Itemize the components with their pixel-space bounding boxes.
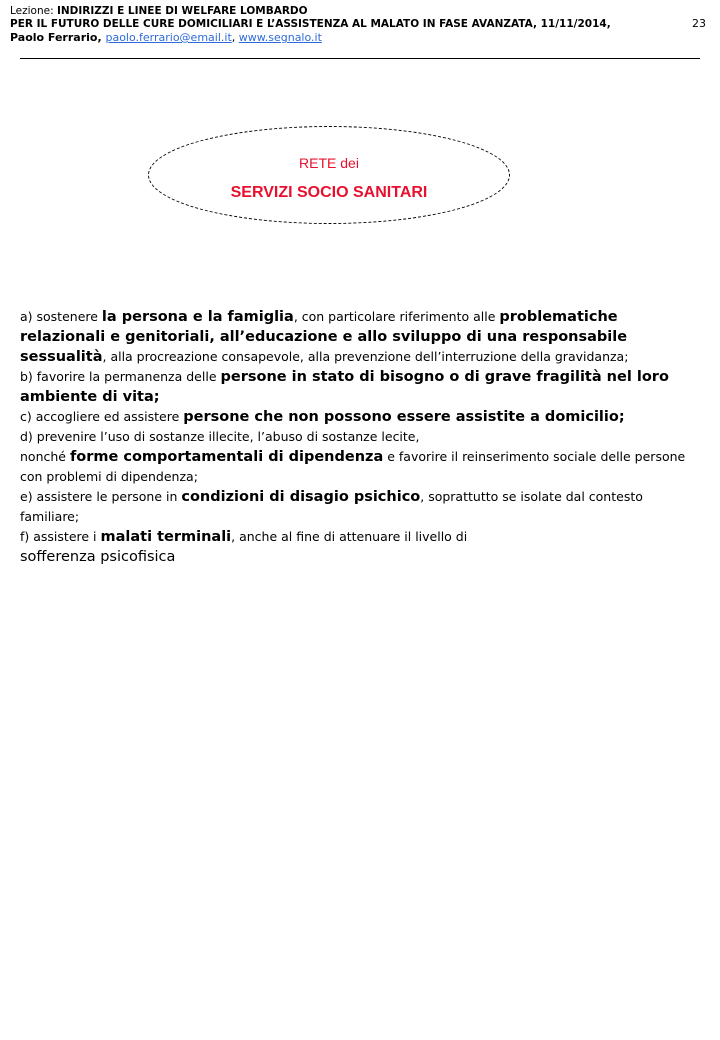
page-header bbox=[10, 5, 700, 44]
item-text: c) accogliere ed assistere bbox=[20, 409, 184, 424]
author-name: Paolo Ferrario, bbox=[10, 31, 106, 44]
lesson-line bbox=[10, 5, 700, 18]
item-text: d) prevenire l’uso di sostanze illecite, l’abuso di sostanze lecite, bbox=[20, 429, 420, 444]
header-divider bbox=[20, 58, 700, 59]
item-text: b) favorire la permanenza delle bbox=[20, 369, 221, 384]
item-text: , anche al fine di attenuare il livello di bbox=[231, 529, 468, 544]
lesson-label: Lezione: bbox=[10, 5, 57, 17]
course-line: PER IL FUTURO DELLE CURE DOMICILIARI E L’ASSISTENZA AL MALATO IN FASE AVANZATA, 11/11/2014, bbox=[10, 18, 611, 30]
item-text: nonché bbox=[20, 449, 70, 464]
item-emphasis: malati terminali bbox=[100, 529, 232, 545]
item-text-large: sofferenza psicofisica bbox=[20, 549, 176, 565]
item-emphasis: persone in stato di bisogno o di grave fragilità nel loro ambiente di vita bbox=[20, 369, 669, 405]
item-text: , con particolare riferimento alle bbox=[293, 309, 500, 324]
link-separator: , bbox=[231, 31, 239, 44]
author-line bbox=[10, 31, 700, 44]
item-emphasis: ; bbox=[153, 389, 160, 405]
item-text: e) assistere le persone in bbox=[20, 489, 182, 504]
list-item-e bbox=[20, 487, 700, 527]
item-text: , alla procreazione consapevole, alla prevenzione dell’interruzione della gravidanza; bbox=[102, 349, 629, 364]
network-ellipse bbox=[148, 126, 510, 224]
list-item-b bbox=[20, 367, 700, 407]
email-link[interactable]: paolo.ferrario@email.it bbox=[105, 31, 232, 44]
list-item-a bbox=[20, 307, 700, 367]
objectives-list bbox=[20, 307, 700, 567]
page-number: 23 bbox=[692, 17, 706, 30]
item-text: a) sostenere bbox=[20, 309, 102, 324]
item-emphasis: problematiche relazionali e genitoriali, all’educazione e allo sviluppo di una responsabile sessualità bbox=[20, 309, 628, 365]
ellipse-subtitle: RETE dei bbox=[299, 155, 359, 171]
item-text: e favorire il reinserimento sociale delle persone con problemi di dipendenza; bbox=[20, 449, 686, 484]
ellipse-title: SERVIZI SOCIO SANITARI bbox=[230, 184, 428, 201]
item-emphasis: persone che non possono essere assistite a domicilio; bbox=[183, 409, 625, 425]
website-link[interactable]: www.segnalo.it bbox=[238, 31, 322, 44]
lesson-title: INDIRIZZI E LINEE DI WELFARE LOMBARDO bbox=[56, 5, 308, 17]
item-text: f) assistere i bbox=[20, 529, 101, 544]
list-item-c bbox=[20, 407, 700, 427]
list-item-d bbox=[20, 427, 700, 487]
list-item-f bbox=[20, 527, 700, 567]
item-emphasis: la persona e la famiglia bbox=[101, 309, 294, 325]
item-emphasis: forme comportamentali di dipendenza bbox=[69, 449, 384, 465]
item-text: , soprattutto se isolate dal contesto familiare; bbox=[20, 489, 643, 524]
item-emphasis: condizioni di disagio psichico bbox=[181, 489, 421, 505]
